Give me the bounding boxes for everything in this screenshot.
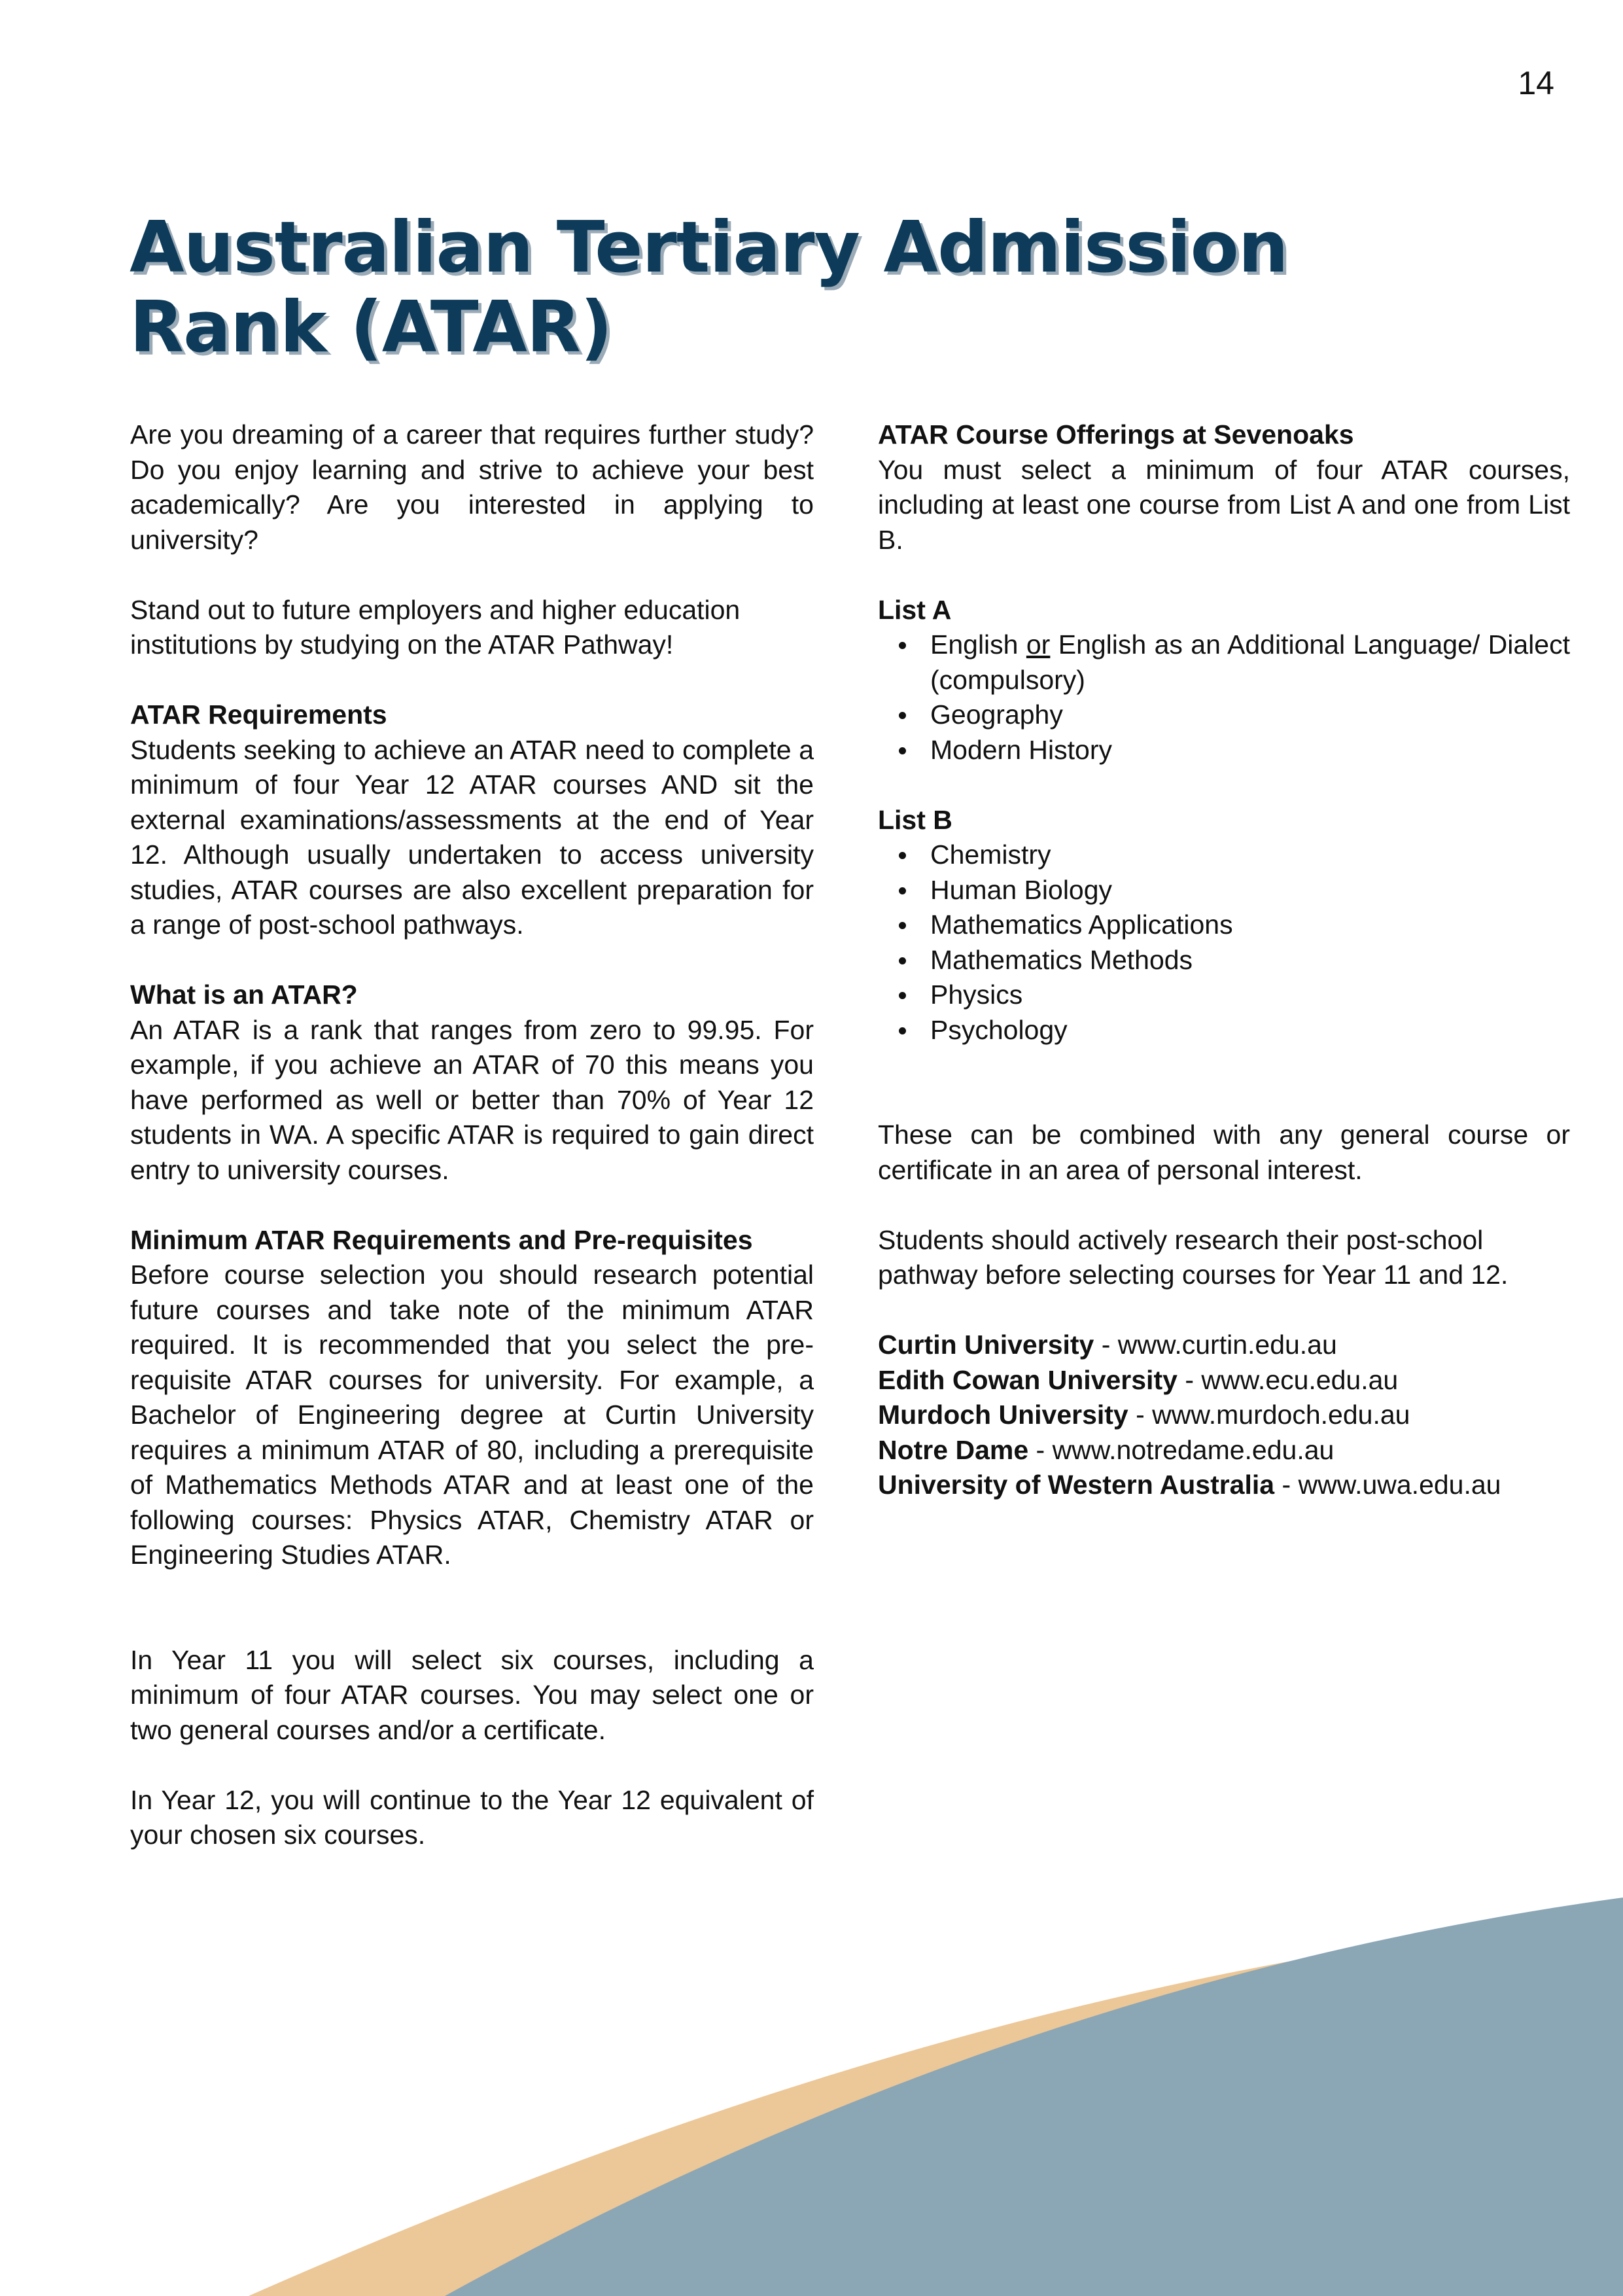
university-url[interactable]: www.curtin.edu.au [1117,1330,1337,1360]
year-11-text: In Year 11 you will select six courses, including a minimum of four ATAR courses. You may select one or two general courses and/or a certificate. [130,1644,814,1745]
atar-requirements-text: Students seeking to achieve an ATAR need to complete a minimum of four Year 12 ATAR courses AND sit the external examinations/assessments at the end of Year 12. Although usually undertaken to access university studies, ATAR courses are also excellent preparation for a range of post-school pathways. [130,734,814,940]
research-text: Students should actively research their post-school pathway before selecting courses for Year 11 and 12. [878,1224,1509,1290]
list-item: Chemistry [930,838,1570,873]
list-item: Modern History [930,733,1570,768]
page-title: Australian Tertiary Admission Rank (ATAR) [130,207,1288,368]
university-url[interactable]: www.uwa.edu.au [1298,1470,1501,1500]
page-number: 14 [1518,65,1554,101]
university-name: Murdoch University [878,1400,1128,1430]
list-b-heading: List B [878,804,952,835]
intro-paragraph: Are you dreaming of a career that requires further study? Do you enjoy learning and strive to achieve your best academically? Are you interested in applying to university? [130,419,814,555]
separator: - [1177,1364,1202,1395]
university-name: Notre Dame [878,1434,1029,1465]
university-name: University of Western Australia [878,1470,1275,1500]
year-12-text: In Year 12, you will continue to the Year 12 equivalent of your chosen six courses. [130,1784,814,1850]
list-a-or: or [1026,629,1051,660]
list-a-heading: List A [878,594,952,625]
university-url[interactable]: www.murdoch.edu.au [1152,1400,1410,1430]
minimum-requirements-text: Before course selection you should research potential future courses and take note of the minimum ATAR required. It is recommended that you select the pre-requisite ATAR courses for university. For example, a Bachelor of Engineering degree at Curtin University requires a minimum ATAR of 80, including a prerequisite of Mathematics Methods ATAR and at least one of the following courses: Physics ATAR, Chemistry ATAR or Engineering Studies ATAR. [130,1260,814,1570]
list-item: Mathematics Methods [930,943,1570,978]
course-offerings-text: You must select a minimum of four ATAR courses, including at least one course from List A and one from List B. [878,454,1570,555]
university-url[interactable]: www.ecu.edu.au [1201,1364,1399,1395]
separator: - [1128,1400,1153,1430]
list-a-english: English [930,629,1019,660]
list-a-eald: English as an Additional Language/ Dialect (compulsory) [930,629,1570,695]
list-item: Human Biology [930,873,1570,908]
university-url[interactable]: www.notredame.edu.au [1052,1434,1335,1465]
separator: - [1094,1330,1118,1360]
university-name: Edith Cowan University [878,1364,1178,1395]
list-item: Geography [930,698,1570,733]
course-offerings-heading: ATAR Course Offerings at Sevenoaks [878,419,1354,450]
combine-text: These can be combined with any general course or certificate in an area of personal interest. [878,1120,1570,1185]
atar-requirements-heading: ATAR Requirements [130,699,387,730]
list-item: Physics [930,978,1570,1013]
what-is-atar-text: An ATAR is a rank that ranges from zero to 99.95. For example, if you achieve an ATAR of 70 this means you have performed as well or better than 70% of Year 12 students in WA. A specific ATAR is required to gain direct entry to university courses. [130,1014,814,1185]
separator: - [1274,1470,1299,1500]
pathway-paragraph: Stand out to future employers and higher education institutions by studying on the ATAR Pathway! [130,594,741,660]
separator: - [1028,1434,1053,1465]
university-name: Curtin University [878,1330,1094,1360]
wave-blue [445,1898,1623,2296]
list-item: Mathematics Applications [930,908,1570,943]
list-item: Psychology [930,1013,1570,1048]
what-is-atar-heading: What is an ATAR? [130,980,358,1010]
minimum-requirements-heading: Minimum ATAR Requirements and Pre-requisites [130,1224,753,1255]
